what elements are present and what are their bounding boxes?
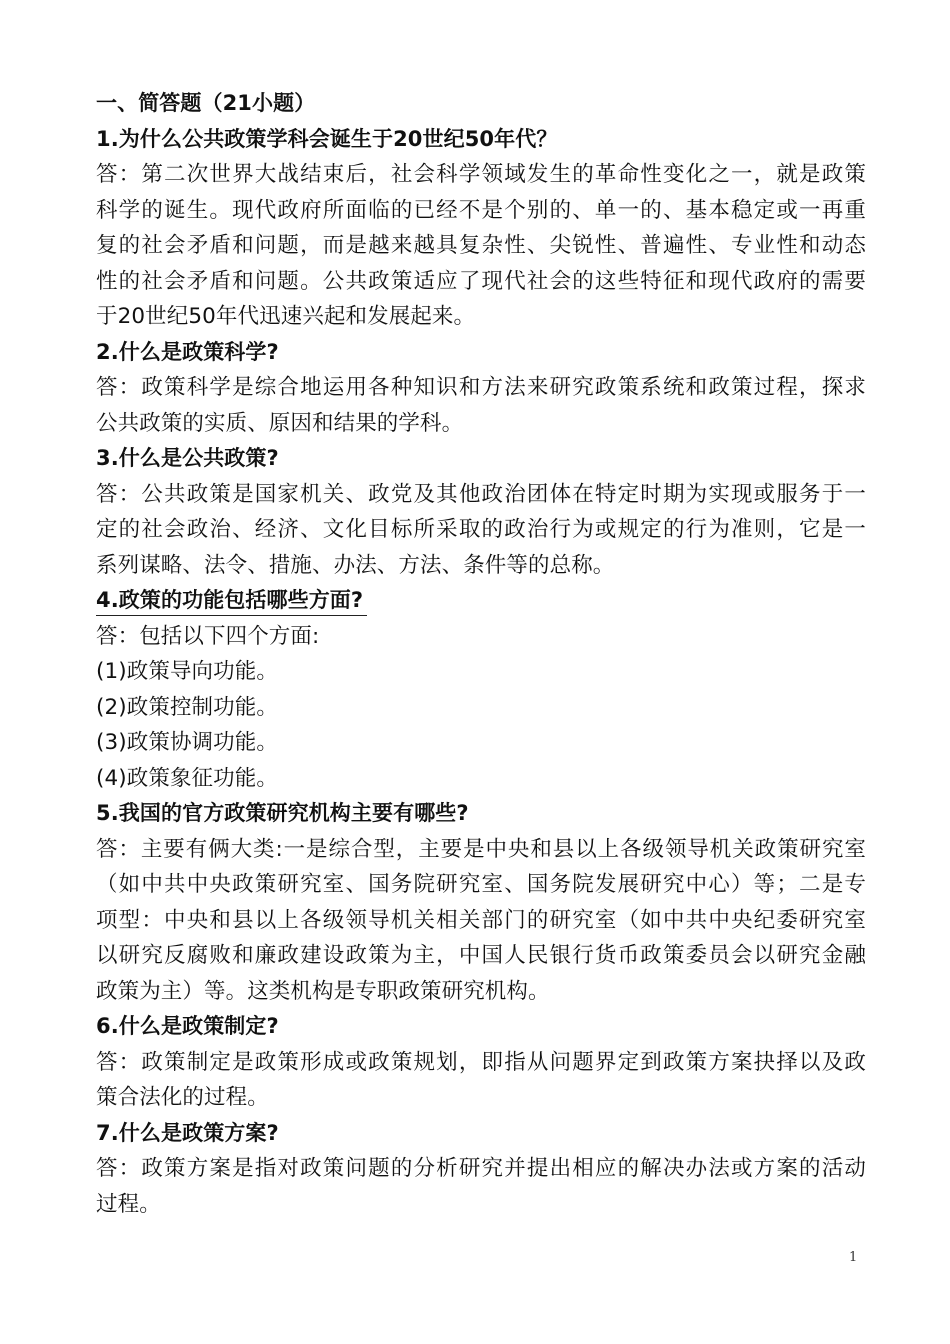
answer-line: 定的社会政治、经济、文化目标所采取的政治行为或规定的行为准则，它是一: [96, 517, 866, 542]
document-page: [96, 86, 866, 1222]
question-5-title: 5.我国的官方政策研究机构主要有哪些?: [96, 801, 469, 825]
answer-line: 答：主要有俩大类:一是综合型，主要是中央和县以上各级领导机关政策研究室: [96, 836, 866, 862]
answer-line: 系列谋略、法令、措施、办法、方法、条件等的总称。: [96, 552, 615, 578]
answer-line: 项型：中央和县以上各级领导机关相关部门的研究室（如中共中央纪委研究室: [96, 907, 866, 933]
answer-line: （如中共中央政策研究室、国务院研究室、国务院发展研究中心）等；二是专: [96, 872, 866, 897]
question-3-title: 3.什么是公共政策?: [96, 446, 279, 470]
section-title: 一、简答题（21小题）: [96, 91, 316, 115]
list-item: (2)政策控制功能。: [96, 694, 278, 720]
question-1-title: 1.为什么公共政策学科会诞生于20世纪50年代？: [96, 126, 558, 151]
answer-line: 策合法化的过程。: [96, 1085, 269, 1110]
answer-line: 过程。: [96, 1191, 161, 1217]
page-number: 1: [849, 1250, 858, 1265]
answer-line: 答：包括以下四个方面:: [96, 623, 320, 649]
question-6-title: 6.什么是政策制定?: [96, 1014, 279, 1038]
question-4-title: [96, 583, 866, 619]
question-7-title: 7.什么是政策方案?: [96, 1120, 279, 1145]
question-4-title-text: 4.政策的功能包括哪些方面?: [96, 585, 367, 616]
answer-line: 复的社会矛盾和问题，而是越来越具复杂性、尖锐性、普遍性、专业性和动态: [96, 233, 866, 258]
answer-line: 答：政策科学是综合地运用各种知识和方法来研究政策系统和政策过程，探求: [96, 375, 866, 400]
list-item: (3)政策协调功能。: [96, 730, 278, 755]
answer-line: 性的社会矛盾和问题。公共政策适应了现代社会的这些特征和现代政府的需要: [96, 268, 866, 294]
answer-line: 科学的诞生。现代政府所面临的已经不是个别的、单一的、基本稳定或一再重: [96, 197, 866, 223]
answer-line: 以研究反腐败和廉政建设政策为主，中国人民银行货币政策委员会以研究金融: [96, 943, 866, 968]
list-item: (4)政策象征功能。: [96, 765, 278, 791]
question-2-title: 2.什么是政策科学?: [96, 339, 279, 364]
answer-line: 政策为主）等。这类机构是专职政策研究机构。: [96, 978, 550, 1004]
answer-line: 公共政策的实质、原因和结果的学科。: [96, 410, 464, 436]
answer-line: 答：公共政策是国家机关、政党及其他政治团体在特定时期为实现或服务于一: [96, 481, 866, 507]
answer-line: 答：第二次世界大战结束后，社会科学领域发生的革命性变化之一，就是政策: [96, 162, 866, 187]
answer-line: 于20世纪50年代迅速兴起和发展起来。: [96, 304, 476, 329]
answer-line: 答：政策制定是政策形成或政策规划，即指从问题界定到政策方案抉择以及政: [96, 1049, 866, 1075]
answer-line: 答：政策方案是指对政策问题的分析研究并提出相应的解决办法或方案的活动: [96, 1156, 866, 1181]
list-item: (1)政策导向功能。: [96, 659, 278, 684]
